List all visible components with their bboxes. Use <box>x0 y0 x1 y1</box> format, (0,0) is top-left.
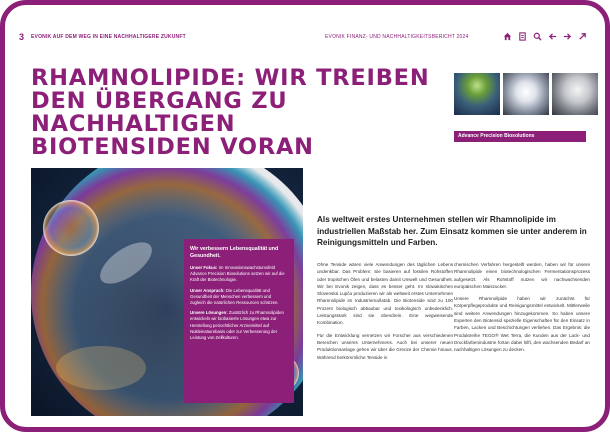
sidebox-item-label: Unser Anspruch: <box>190 287 225 293</box>
back-icon[interactable] <box>547 31 557 41</box>
thumbnail-strip <box>454 73 598 115</box>
page-number: 3 <box>19 32 25 42</box>
sidebox-title: Wir verbessern Lebensqualität und Gesundheit. <box>190 246 279 259</box>
running-header <box>5 5 605 41</box>
thumbnail-texture-image[interactable] <box>552 73 598 115</box>
lead-paragraph: Als weltweit erstes Unternehmen stellen wir Rhamnolipide im industriellen Maßstab her. Zum Einsatz kommen sie unter anderem in Reinigungsmitteln und Farben. <box>317 215 587 247</box>
body-paragraph: Unsere Rhamnolipide haben wir zunächst für Körperpflegeprodukte und Reinigungsmittel entwickelt. Mittlerweile sind weitere Anwendungen hinzugekommen. So haben unsere Experten den Biotensid spezielle Eigenschaften für den Einsatz in Farben, Lacken und Beschichtungen verliehen. Das Ergebnis: die Produktreihe TEGO® Wet Terra, die Kunden aus der Lack- und Druckfarbenindustrie fortan dabei hilft, den wachsenden Bedarf an nachhaltigen Lösungen zu decken. <box>454 296 590 353</box>
title-line: RHAMNOLIPIDE: WIR TREIBEN <box>31 65 430 91</box>
body-paragraph: Für die Entwicklung vernetzen wir Forscher aus verschiedenen Bereichen unseres Unternehmens. Auch bei unserer neuen Produktionsanlage gehen wir über die Grenze der Chemie hinaus. Während herkömmliche Tenside in <box>317 332 453 360</box>
thumbnail-light-image[interactable] <box>503 73 549 115</box>
sidebox-item-label: Unser Fokus: <box>190 265 218 270</box>
sidebox-item <box>190 265 288 284</box>
sidebox-item-text: Im Innovationswachstumsfeld Advance Precision Biosolutions setzen wir auf die Kraft der Biotechnologie. <box>190 265 285 283</box>
thumbnail-tree-image[interactable] <box>454 73 500 115</box>
body-paragraph: chemischen Verfahren hergestellt werden, haben wir für unsere Rhamnolipide einen biotechnologischen Fermentationsprozess aufgesetzt. Als Rohstoff nutzen wir nachwachsenden europäischen Maiszucker. <box>454 262 590 289</box>
sidebox-item-text: Zusätzlich zu Rhamnolipiden entwickeln wir biobasierte Lösungen etwa zur Herstellung periochtlicher Arzneimittel auf Nukleinsäurebasis oder zur Verbesserung der Leistung von Zellkulturen. <box>190 310 284 341</box>
section-tag: Advance Precision Biosolutions <box>454 131 586 142</box>
body-column-left <box>317 261 453 366</box>
body-column-right <box>454 261 590 359</box>
sidebox-item <box>190 310 288 341</box>
page-title <box>31 67 461 159</box>
search-icon[interactable] <box>532 31 542 41</box>
sidebox-item-text: Die Lebensqualität und Gesundheit der Menschen verbessern und zugleich die natürlichen Ressourcen schützen. <box>190 287 279 306</box>
info-sidebox <box>184 239 294 403</box>
expand-icon[interactable] <box>577 31 587 41</box>
forward-icon[interactable] <box>562 31 572 41</box>
body-paragraph: Ohne Tenside wären viele Anwendungen des täglichen Lebens undenkbar. Das Problem: Sie basieren auf fossilen Rohstoffen oder tropischen Ölen und belasten damit Umwelt und Gesundheit. Wir bei Evonik zeigen, dass es besser geht. Im slowakischen Slovenská Lupča produzieren wir als weltweit erstes Unternehmen Rhamnolipide im Industriemaßstab. Die Biotenside sind zu 100 Prozent biologisch abbaubar und toxikologisch unbedenklich. Leistungsstark sind sie obendrein. Eine wegweisende Kombination. <box>317 262 453 326</box>
sidebox-item <box>190 288 288 307</box>
document-icon[interactable] <box>517 31 527 41</box>
section-running-head: EVONIK AUF DEM WEG IN EINE NACHHALTIGERE ZUKUNFT <box>31 34 186 40</box>
home-icon[interactable] <box>502 31 512 41</box>
report-running-head: EVONIK FINANZ- UND NACHHALTIGKEITSBERICHT 2024 <box>325 34 469 40</box>
title-line: DEN ÜBERGANG ZU NACHHALTIGEN <box>31 88 288 137</box>
navigation-icons <box>502 31 587 41</box>
sidebox-item-label: Unsere Lösungen: <box>190 310 228 316</box>
title-line: BIOTENSIDEN VORAN <box>31 134 314 160</box>
